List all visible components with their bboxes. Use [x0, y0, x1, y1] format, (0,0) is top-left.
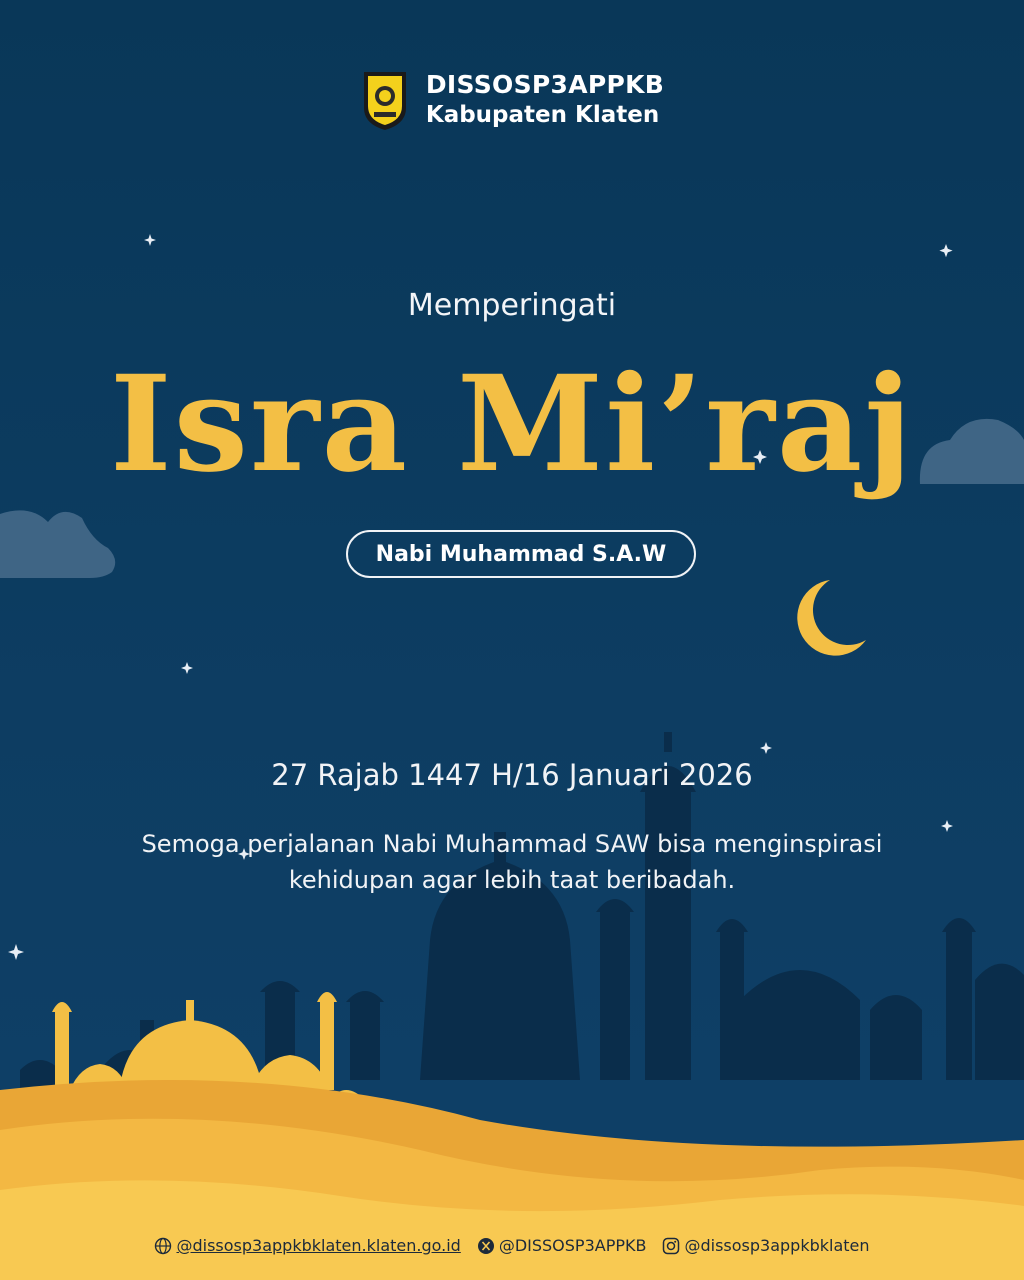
org-region: Kabupaten Klaten	[425, 102, 660, 128]
footer-instagram[interactable]	[662, 1236, 869, 1255]
star-icon	[939, 244, 952, 257]
main-title: Isra Mi’raj	[109, 347, 915, 502]
star-icon	[181, 662, 193, 674]
crescent-icon	[187, 980, 204, 998]
globe-icon	[154, 1237, 172, 1255]
org-name: DISSOSP3APPKB	[425, 70, 665, 99]
instagram-handle[interactable]: @dissosp3appkbklaten	[684, 1236, 870, 1255]
message-line: Semoga perjalanan Nabi Muhammad SAW bisa menginspirasi	[141, 830, 883, 858]
cloud-icon	[0, 510, 115, 578]
header	[0, 68, 1024, 132]
star-icon	[8, 944, 24, 960]
greeting-message	[0, 826, 1024, 898]
x-logo-icon	[477, 1237, 495, 1255]
subtitle-pill: Nabi Muhammad S.A.W	[346, 530, 696, 578]
footer-x[interactable]	[477, 1236, 647, 1255]
website-link[interactable]: @dissosp3appkbklaten.klaten.go.id	[176, 1236, 461, 1255]
instagram-icon	[662, 1237, 680, 1255]
event-date: 27 Rajab 1447 H/16 Januari 2026	[271, 758, 753, 792]
crescent-moon-icon	[797, 580, 866, 656]
x-handle[interactable]: @DISSOSP3APPKB	[498, 1236, 647, 1255]
footer	[0, 1236, 1024, 1255]
footer-website[interactable]	[154, 1236, 460, 1255]
star-icon	[144, 234, 156, 246]
message-line: kehidupan agar lebih taat beribadah.	[288, 866, 736, 894]
klaten-regency-emblem-icon	[360, 68, 410, 132]
kicker-text: Memperingati	[407, 288, 617, 323]
star-icon	[760, 742, 772, 754]
